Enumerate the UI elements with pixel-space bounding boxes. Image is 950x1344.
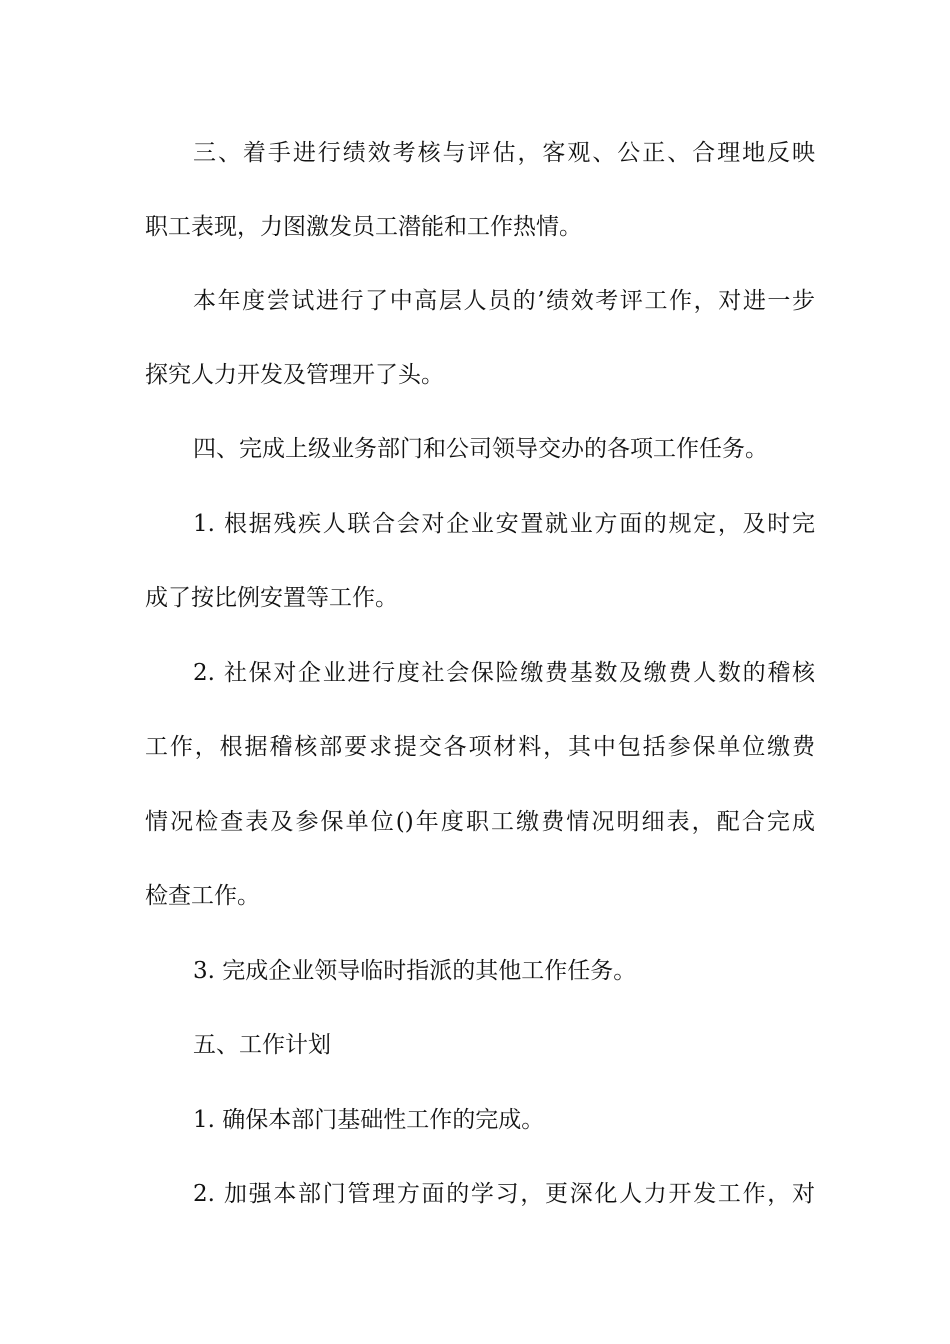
paragraph-line: 职工表现，力图激发员工潜能和工作热情。: [145, 214, 582, 240]
paragraph-line: 1. 根据残疾人联合会对企业安置就业方面的规定，及时完: [193, 511, 815, 537]
section-heading: 五、工作计划: [193, 1032, 331, 1058]
paragraph-line: 本年度尝试进行了中高层人员的’绩效考评工作，对进一步: [193, 288, 815, 314]
paragraph-line: 工作，根据稽核部要求提交各项材料，其中包括参保单位缴费: [145, 734, 815, 760]
paragraph-line: 探究人力开发及管理开了头。: [145, 362, 444, 388]
paragraph-line: 检查工作。: [145, 883, 260, 909]
paragraph-line: 1. 确保本部门基础性工作的完成。: [193, 1107, 545, 1133]
paragraph-line: 情况检查表及参保单位()年度职工缴费情况明细表，配合完成: [145, 809, 815, 835]
paragraph-line: 2. 加强本部门管理方面的学习，更深化人力开发工作，对: [193, 1181, 815, 1207]
paragraph-line: 2. 社保对企业进行度社会保险缴费基数及缴费人数的稽核: [193, 660, 815, 686]
paragraph-line: 3. 完成企业领导临时指派的其他工作任务。: [193, 958, 637, 984]
paragraph-line: 三、着手进行绩效考核与评估，客观、公正、合理地反映: [193, 140, 815, 166]
paragraph-line: 四、完成上级业务部门和公司领导交办的各项工作任务。: [193, 436, 768, 462]
paragraph-line: 成了按比例安置等工作。: [145, 585, 398, 611]
